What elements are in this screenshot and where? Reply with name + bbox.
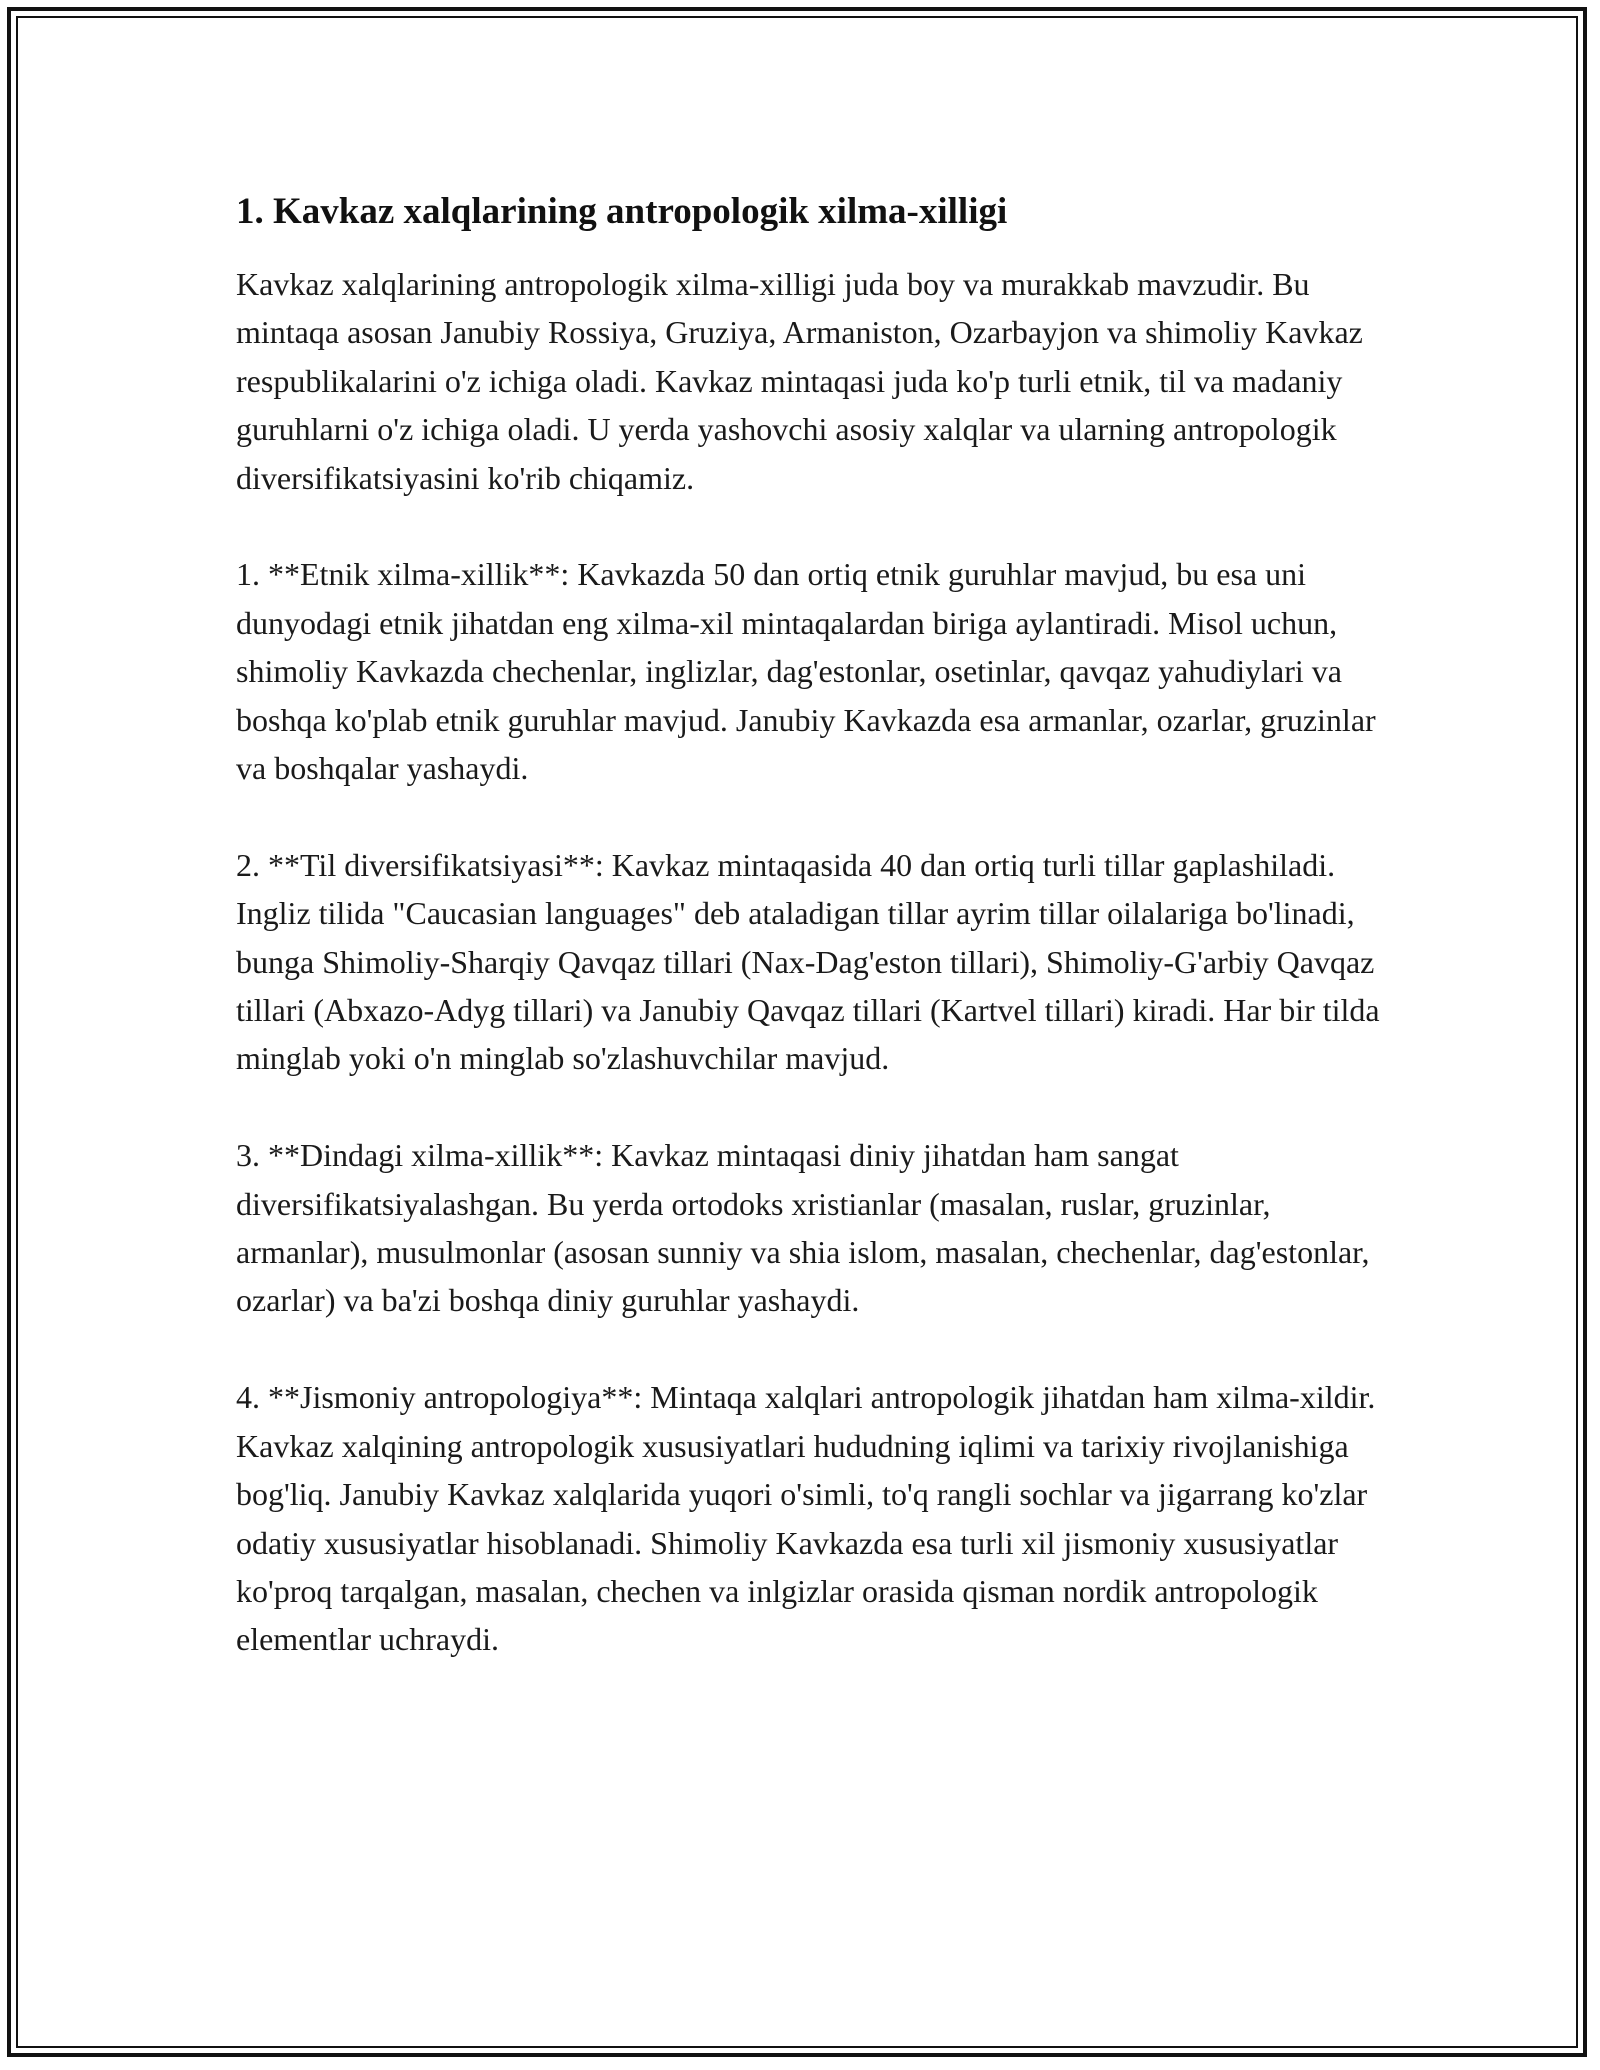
intro-paragraph: Kavkaz xalqlarining antropologik xilma-xilligi juda boy va murakkab mavzudir. Bu mintaqa asosan Janubiy Rossiya, Gruziya, Armaniston, Ozarbayjon va shimoliy Kavkaz respublikalarini o'z ichiga oladi. Kavkaz mintaqasi juda ko'p turli etnik, til va madaniy guruhlarni o'z ichiga oladi. U yerda yashovchi asosiy xalqlar va ularning antropologik diversifikatsiyasini ko'rib chiqamiz. [236, 266, 1363, 496]
paragraph-physical-anthropology: 4. **Jismoniy antropologiya**: Mintaqa xalqlari antropologik jihatdan ham xilma-xildir. Kavkaz xalqining antropologik xususiyatlari hududning iqlimi va tarixiy rivojlanishiga bog'liq. Janubiy Kavkaz xalqlarida yuqori o'simli, to'q rangli sochlar va jigarrang ko'zlar odatiy xususiyatlar hisoblanadi. Shimoliy Kavkazda esa turli xil jismoniy xususiyatlar ko'proq tarqalgan, masalan, chechen va inlgizlar orasida qisman nordik antropologik elementlar uchraydi. [236, 1379, 1376, 1658]
paragraph-language-diversity: 2. **Til diversifikatsiyasi**: Kavkaz mintaqasida 40 dan ortiq turli tillar gaplashiladi. Ingliz tilida "Caucasian languages" deb ataladigan tillar ayrim tillar oilalariga bo'linadi, bunga Shimoliy-Sharqiy Qavqaz tillari (Nax-Dag'eston tillari), Shimoliy-G'arbiy Qavqaz tillari (Abxazo-Adyg tillari) va Janubiy Qavqaz tillari (Kartvel tillari) kiradi. Har bir tilda minglab yoki o'n minglab so'zlashuvchilar mavjud. [236, 846, 1380, 1077]
paragraph-religious-diversity: 3. **Dindagi xilma-xillik**: Kavkaz mintaqasi diniy jihatdan ham sangat diversifikatsiyalashgan. Bu yerda ortodoks xristianlar (masalan, ruslar, gruzinlar, armanlar), musulmonlar (asosan sunniy va shia islom, masalan, chechenlar, dag'estonlar, ozarlar) va ba'zi boshqa diniy guruhlar yashaydi. [236, 1137, 1370, 1319]
document-title: 1. Kavkaz xalqlarining antropologik xilma-xilligi [236, 191, 1008, 232]
paragraph-ethnic-diversity: 1. **Etnik xilma-xillik**: Kavkazda 50 dan ortiq etnik guruhlar mavjud, bu esa uni dunyodagi etnik jihatdan eng xilma-xil mintaqalardan biriga aylantiradi. Misol uchun, shimoliy Kavkazda chechenlar, inglizlar, dag'estonlar, osetinlar, qavqaz yahudiylari va boshqa ko'plab etnik guruhlar mavjud. Janubiy Kavkazda esa armanlar, ozarlar, gruzinlar va boshqalar yashaydi. [236, 556, 1376, 787]
document-body [236, 188, 1386, 1712]
